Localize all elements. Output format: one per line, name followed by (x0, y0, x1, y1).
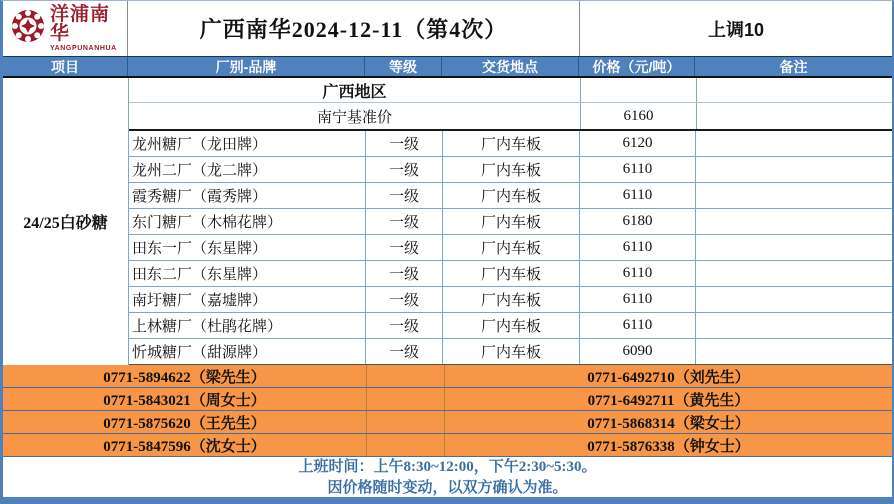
footer-notes (3, 457, 892, 498)
contact-phone: 0771-5847596（沈女士） (3, 434, 367, 456)
factory-brand: 上林糖厂（杜鹃花牌） (129, 313, 366, 338)
contact-spacer (367, 434, 445, 456)
region-price-empty (581, 78, 697, 102)
delivery-place: 厂内车板 (443, 287, 580, 312)
note-empty (696, 339, 892, 364)
contact-row (3, 411, 892, 434)
factory-brand: 龙州糖厂（龙田牌） (129, 131, 366, 156)
grade: 一级 (366, 209, 443, 234)
grade: 一级 (366, 157, 443, 182)
region-note-empty (697, 78, 892, 102)
contact-phone: 0771-5868314（梁女士） (587, 415, 750, 432)
contact-row (3, 388, 892, 411)
grade: 一级 (366, 131, 443, 156)
col-header-grade: 等级 (365, 57, 442, 76)
col-header-delivery: 交货地点 (442, 57, 579, 76)
contact-row (3, 365, 892, 388)
delivery-place: 厂内车板 (443, 261, 580, 286)
table-header-row (3, 56, 892, 78)
price-value: 6180 (580, 209, 696, 234)
base-price-label: 南宁基准价 (129, 103, 581, 129)
title-band (3, 1, 892, 56)
table-body (3, 78, 892, 365)
delivery-place: 厂内车板 (443, 209, 580, 234)
factory-brand: 忻城糖厂（甜源牌） (129, 339, 366, 364)
factory-brand: 南圩糖厂（嘉墟牌） (129, 287, 366, 312)
company-logo (3, 1, 128, 56)
table-row (129, 261, 892, 287)
grade: 一级 (366, 339, 443, 364)
grade: 一级 (366, 261, 443, 286)
price-value: 6120 (580, 131, 696, 156)
table-row (129, 183, 892, 209)
price-value: 6110 (580, 313, 696, 338)
factory-brand: 东门糖厂（木棉花牌） (129, 209, 366, 234)
contact-spacer (367, 411, 445, 433)
grade: 一级 (366, 313, 443, 338)
delivery-place: 厂内车板 (443, 235, 580, 260)
factory-brand: 田东二厂（东星牌） (129, 261, 366, 286)
table-row (129, 209, 892, 235)
contact-phone: 0771-5843021（周女士） (3, 388, 367, 410)
price-value: 6110 (580, 235, 696, 260)
product-merged-cell: 24/25白砂糖 (3, 78, 129, 365)
grade: 一级 (366, 235, 443, 260)
note-empty (696, 157, 892, 182)
contact-phone: 0771-5875620（王先生） (3, 411, 367, 433)
table-row (129, 131, 892, 157)
company-name-en: YANGPUNANHUA (50, 45, 117, 52)
contact-spacer (367, 365, 445, 387)
delivery-place: 厂内车板 (443, 157, 580, 182)
region-label: 广西地区 (129, 78, 581, 102)
contact-phone: 0771-6492710（刘先生） (587, 369, 750, 386)
table-row (129, 157, 892, 183)
price-value: 6090 (580, 339, 696, 364)
note-empty (696, 183, 892, 208)
price-value: 6110 (580, 287, 696, 312)
col-header-price: 价格（元/吨） (579, 57, 695, 76)
working-hours-note: 上班时间：上午8:30~12:00，下午2:30~5:30。 (298, 459, 597, 476)
bottom-blue-bar (3, 497, 892, 504)
contact-row (3, 434, 892, 457)
base-price-note-empty (697, 103, 892, 129)
table-row (129, 235, 892, 261)
contact-phone: 0771-6492711（黄先生） (587, 392, 750, 409)
price-value: 6110 (580, 183, 696, 208)
delivery-place: 厂内车板 (443, 183, 580, 208)
factory-brand: 田东一厂（东星牌） (129, 235, 366, 260)
col-header-note: 备注 (779, 58, 808, 75)
base-price-value: 6160 (581, 103, 697, 129)
table-row (129, 287, 892, 313)
table-row (129, 339, 892, 365)
delivery-place: 厂内车板 (443, 313, 580, 338)
grade: 一级 (366, 183, 443, 208)
note-empty (696, 261, 892, 286)
price-disclaimer-note: 因价格随时变动，以双方确认为准。 (327, 479, 568, 496)
nanhua-emblem-icon (10, 8, 46, 49)
table-row (129, 313, 892, 339)
factory-brand: 龙州二厂（龙二牌） (129, 157, 366, 182)
price-value: 6110 (580, 157, 696, 182)
note-empty (696, 235, 892, 260)
delivery-place: 厂内车板 (443, 339, 580, 364)
base-price-row (129, 103, 892, 131)
region-section-row (129, 78, 892, 103)
sheet-title: 广西南华2024-12-11（第4次） (128, 1, 580, 56)
delivery-place: 厂内车板 (443, 131, 580, 156)
col-header-item: 项目 (3, 57, 128, 76)
note-empty (696, 131, 892, 156)
factory-brand: 霞秀糖厂（霞秀牌） (129, 183, 366, 208)
note-empty (696, 209, 892, 234)
price-value: 6110 (580, 261, 696, 286)
price-adjustment-label: 上调10 (707, 19, 765, 40)
company-name-cn: 洋浦南华 (50, 4, 111, 44)
note-empty (696, 287, 892, 312)
contact-spacer (367, 388, 445, 410)
grade: 一级 (366, 287, 443, 312)
col-header-brand: 厂别-品牌 (128, 57, 365, 76)
note-empty (696, 313, 892, 338)
contact-phone: 0771-5894622（梁先生） (3, 365, 367, 387)
contact-phone: 0771-5876338（钟女士） (587, 438, 750, 455)
